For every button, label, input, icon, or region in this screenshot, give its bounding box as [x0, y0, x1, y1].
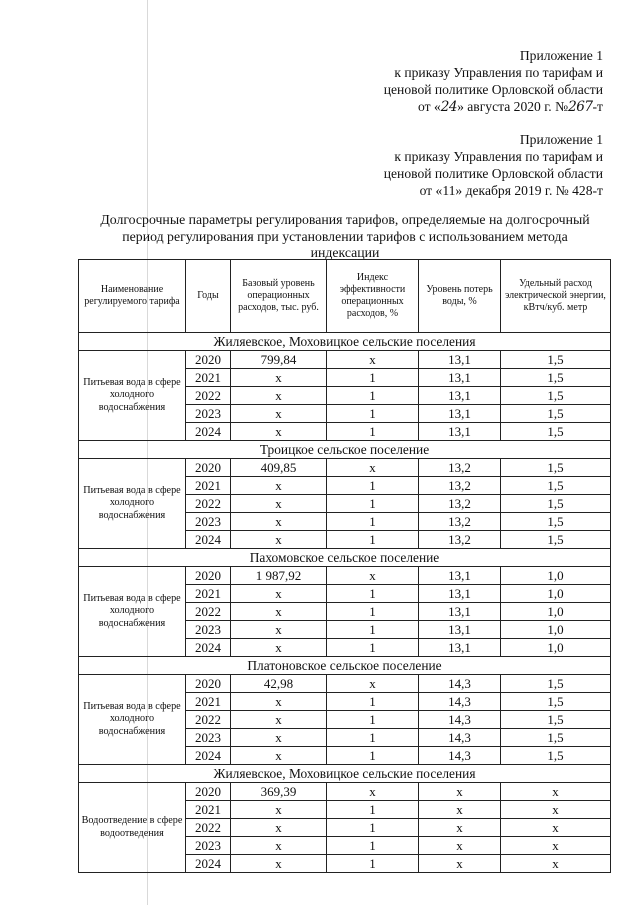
water-loss-cell: 13,2: [419, 513, 501, 531]
settlement-title: Жиляевское, Моховицкое сельские поселения: [79, 765, 611, 783]
efficiency-index-cell: 1: [327, 711, 419, 729]
handwritten-order-number: 267: [568, 99, 593, 115]
energy-consumption-cell: 1,5: [501, 477, 611, 495]
base-expenses-cell: х: [231, 855, 327, 873]
settlement-title: Пахомовское сельское поселение: [79, 549, 611, 567]
water-loss-cell: 13,1: [419, 621, 501, 639]
energy-consumption-cell: х: [501, 837, 611, 855]
title-line: период регулирования при установлении тарифов с использованием метода: [122, 228, 568, 244]
water-loss-cell: 13,2: [419, 477, 501, 495]
order-suffix: -т: [592, 99, 603, 114]
year-cell: 2024: [186, 855, 231, 873]
base-expenses-cell: х: [231, 495, 327, 513]
column-header: Индекс эффективности операционных расходов, %: [327, 260, 419, 333]
energy-consumption-cell: 1,0: [501, 603, 611, 621]
document-title: [80, 212, 610, 262]
base-expenses-cell: х: [231, 477, 327, 495]
water-loss-cell: 14,3: [419, 747, 501, 765]
energy-consumption-cell: 1,5: [501, 351, 611, 369]
efficiency-index-cell: 1: [327, 729, 419, 747]
energy-consumption-cell: 1,0: [501, 621, 611, 639]
energy-consumption-cell: 1,0: [501, 639, 611, 657]
year-cell: 2023: [186, 837, 231, 855]
section-header-row: [79, 441, 611, 459]
year-cell: 2021: [186, 801, 231, 819]
water-loss-cell: 13,1: [419, 387, 501, 405]
tariff-name-cell: Питьевая вода в сфере холодного водоснабжения: [79, 567, 186, 657]
section-header-row: [79, 549, 611, 567]
base-expenses-cell: х: [231, 531, 327, 549]
water-loss-cell: 13,1: [419, 603, 501, 621]
efficiency-index-cell: 1: [327, 621, 419, 639]
base-expenses-cell: х: [231, 513, 327, 531]
efficiency-index-cell: 1: [327, 513, 419, 531]
section-header-row: [79, 765, 611, 783]
base-expenses-cell: 42,98: [231, 675, 327, 693]
energy-consumption-cell: 1,5: [501, 459, 611, 477]
energy-consumption-cell: 1,5: [501, 693, 611, 711]
efficiency-index-cell: 1: [327, 837, 419, 855]
efficiency-index-cell: 1: [327, 369, 419, 387]
efficiency-index-cell: 1: [327, 405, 419, 423]
base-expenses-cell: х: [231, 639, 327, 657]
base-expenses-cell: 369,39: [231, 783, 327, 801]
energy-consumption-cell: х: [501, 801, 611, 819]
appendix-label: Приложение 1: [519, 48, 603, 63]
section-header-row: [79, 657, 611, 675]
year-cell: 2020: [186, 567, 231, 585]
settlement-title: Платоновское сельское поселение: [79, 657, 611, 675]
water-loss-cell: 13,2: [419, 495, 501, 513]
column-header: Наименование регулируемого тарифа: [79, 260, 186, 333]
energy-consumption-cell: 1,5: [501, 423, 611, 441]
water-loss-cell: 13,1: [419, 423, 501, 441]
year-cell: 2020: [186, 351, 231, 369]
column-header: Базовый уровень операционных расходов, тыс. руб.: [231, 260, 327, 333]
base-expenses-cell: х: [231, 711, 327, 729]
year-cell: 2024: [186, 747, 231, 765]
year-cell: 2020: [186, 675, 231, 693]
order-reference-line: к приказу Управления по тарифам и: [394, 65, 603, 80]
base-expenses-cell: х: [231, 621, 327, 639]
efficiency-index-cell: 1: [327, 585, 419, 603]
energy-consumption-cell: х: [501, 819, 611, 837]
energy-consumption-cell: 1,5: [501, 513, 611, 531]
base-expenses-cell: х: [231, 693, 327, 711]
table-row: [79, 783, 611, 801]
table-row: [79, 675, 611, 693]
base-expenses-cell: х: [231, 405, 327, 423]
water-loss-cell: 14,3: [419, 675, 501, 693]
efficiency-index-cell: 1: [327, 801, 419, 819]
water-loss-cell: 14,3: [419, 693, 501, 711]
energy-consumption-cell: 1,5: [501, 369, 611, 387]
order-date-line: [384, 98, 603, 116]
efficiency-index-cell: 1: [327, 693, 419, 711]
water-loss-cell: 14,3: [419, 711, 501, 729]
date-prefix: от «: [418, 99, 441, 114]
year-cell: 2022: [186, 711, 231, 729]
efficiency-index-cell: 1: [327, 387, 419, 405]
date-middle: » августа 2020 г. №: [457, 99, 569, 114]
water-loss-cell: 13,1: [419, 369, 501, 387]
energy-consumption-cell: 1,5: [501, 711, 611, 729]
base-expenses-cell: х: [231, 747, 327, 765]
energy-consumption-cell: 1,5: [501, 405, 611, 423]
appendix-header-current: [384, 47, 603, 116]
year-cell: 2023: [186, 729, 231, 747]
year-cell: 2024: [186, 423, 231, 441]
base-expenses-cell: х: [231, 819, 327, 837]
year-cell: 2022: [186, 387, 231, 405]
base-expenses-cell: х: [231, 729, 327, 747]
title-line: индексации: [310, 245, 380, 260]
appendix-header-previous: [384, 131, 603, 199]
efficiency-index-cell: 1: [327, 423, 419, 441]
base-expenses-cell: х: [231, 801, 327, 819]
order-date-line: от «11» декабря 2019 г. № 428-т: [419, 183, 603, 198]
water-loss-cell: 13,1: [419, 351, 501, 369]
energy-consumption-cell: 1,0: [501, 567, 611, 585]
year-cell: 2023: [186, 405, 231, 423]
water-loss-cell: 13,1: [419, 585, 501, 603]
year-cell: 2021: [186, 693, 231, 711]
year-cell: 2023: [186, 621, 231, 639]
table-row: [79, 459, 611, 477]
year-cell: 2021: [186, 477, 231, 495]
base-expenses-cell: х: [231, 603, 327, 621]
water-loss-cell: 13,2: [419, 459, 501, 477]
energy-consumption-cell: 1,5: [501, 675, 611, 693]
energy-consumption-cell: 1,5: [501, 531, 611, 549]
base-expenses-cell: х: [231, 387, 327, 405]
year-cell: 2022: [186, 495, 231, 513]
water-loss-cell: х: [419, 783, 501, 801]
energy-consumption-cell: 1,5: [501, 747, 611, 765]
efficiency-index-cell: х: [327, 567, 419, 585]
table-header-row: [79, 260, 611, 333]
tariff-name-cell: Водоотведение в сфере водоотведения: [79, 783, 186, 873]
title-line: Долгосрочные параметры регулирования тарифов, определяемые на долгосрочный: [100, 212, 590, 227]
base-expenses-cell: х: [231, 369, 327, 387]
efficiency-index-cell: х: [327, 675, 419, 693]
column-header: Годы: [186, 260, 231, 333]
water-loss-cell: 13,1: [419, 567, 501, 585]
base-expenses-cell: х: [231, 423, 327, 441]
base-expenses-cell: х: [231, 837, 327, 855]
authority-line: ценовой политике Орловской области: [383, 82, 603, 97]
water-loss-cell: 13,2: [419, 531, 501, 549]
efficiency-index-cell: 1: [327, 747, 419, 765]
water-loss-cell: х: [419, 837, 501, 855]
year-cell: 2024: [186, 531, 231, 549]
energy-consumption-cell: х: [501, 783, 611, 801]
efficiency-index-cell: 1: [327, 603, 419, 621]
column-header: Уровень потерь воды, %: [419, 260, 501, 333]
efficiency-index-cell: х: [327, 459, 419, 477]
base-expenses-cell: 1 987,92: [231, 567, 327, 585]
year-cell: 2024: [186, 639, 231, 657]
year-cell: 2020: [186, 459, 231, 477]
year-cell: 2023: [186, 513, 231, 531]
handwritten-day: 24: [440, 99, 458, 115]
water-loss-cell: х: [419, 819, 501, 837]
order-reference-line: к приказу Управления по тарифам и: [394, 149, 603, 164]
efficiency-index-cell: х: [327, 351, 419, 369]
efficiency-index-cell: 1: [327, 531, 419, 549]
energy-consumption-cell: 1,5: [501, 495, 611, 513]
base-expenses-cell: 409,85: [231, 459, 327, 477]
section-header-row: [79, 333, 611, 351]
energy-consumption-cell: 1,5: [501, 729, 611, 747]
column-header: Удельный расход электрической энергии, кВтч/куб. метр: [501, 260, 611, 333]
tariff-name-cell: Питьевая вода в сфере холодного водоснабжения: [79, 675, 186, 765]
settlement-title: Троицкое сельское поселение: [79, 441, 611, 459]
efficiency-index-cell: 1: [327, 639, 419, 657]
year-cell: 2021: [186, 369, 231, 387]
efficiency-index-cell: 1: [327, 855, 419, 873]
year-cell: 2021: [186, 585, 231, 603]
settlement-title: Жиляевское, Моховицкое сельские поселения: [79, 333, 611, 351]
water-loss-cell: 13,1: [419, 405, 501, 423]
water-loss-cell: х: [419, 855, 501, 873]
water-loss-cell: х: [419, 801, 501, 819]
base-expenses-cell: х: [231, 585, 327, 603]
energy-consumption-cell: 1,0: [501, 585, 611, 603]
authority-line: ценовой политике Орловской области: [383, 166, 603, 181]
energy-consumption-cell: 1,5: [501, 387, 611, 405]
tariff-name-cell: Питьевая вода в сфере холодного водоснабжения: [79, 351, 186, 441]
efficiency-index-cell: х: [327, 783, 419, 801]
table-row: [79, 567, 611, 585]
year-cell: 2022: [186, 603, 231, 621]
appendix-label: Приложение 1: [519, 132, 603, 147]
efficiency-index-cell: 1: [327, 477, 419, 495]
year-cell: 2020: [186, 783, 231, 801]
efficiency-index-cell: 1: [327, 495, 419, 513]
year-cell: 2022: [186, 819, 231, 837]
water-loss-cell: 13,1: [419, 639, 501, 657]
table-row: [79, 351, 611, 369]
tariff-parameters-table: [78, 259, 611, 873]
base-expenses-cell: 799,84: [231, 351, 327, 369]
efficiency-index-cell: 1: [327, 819, 419, 837]
water-loss-cell: 14,3: [419, 729, 501, 747]
energy-consumption-cell: х: [501, 855, 611, 873]
tariff-name-cell: Питьевая вода в сфере холодного водоснабжения: [79, 459, 186, 549]
